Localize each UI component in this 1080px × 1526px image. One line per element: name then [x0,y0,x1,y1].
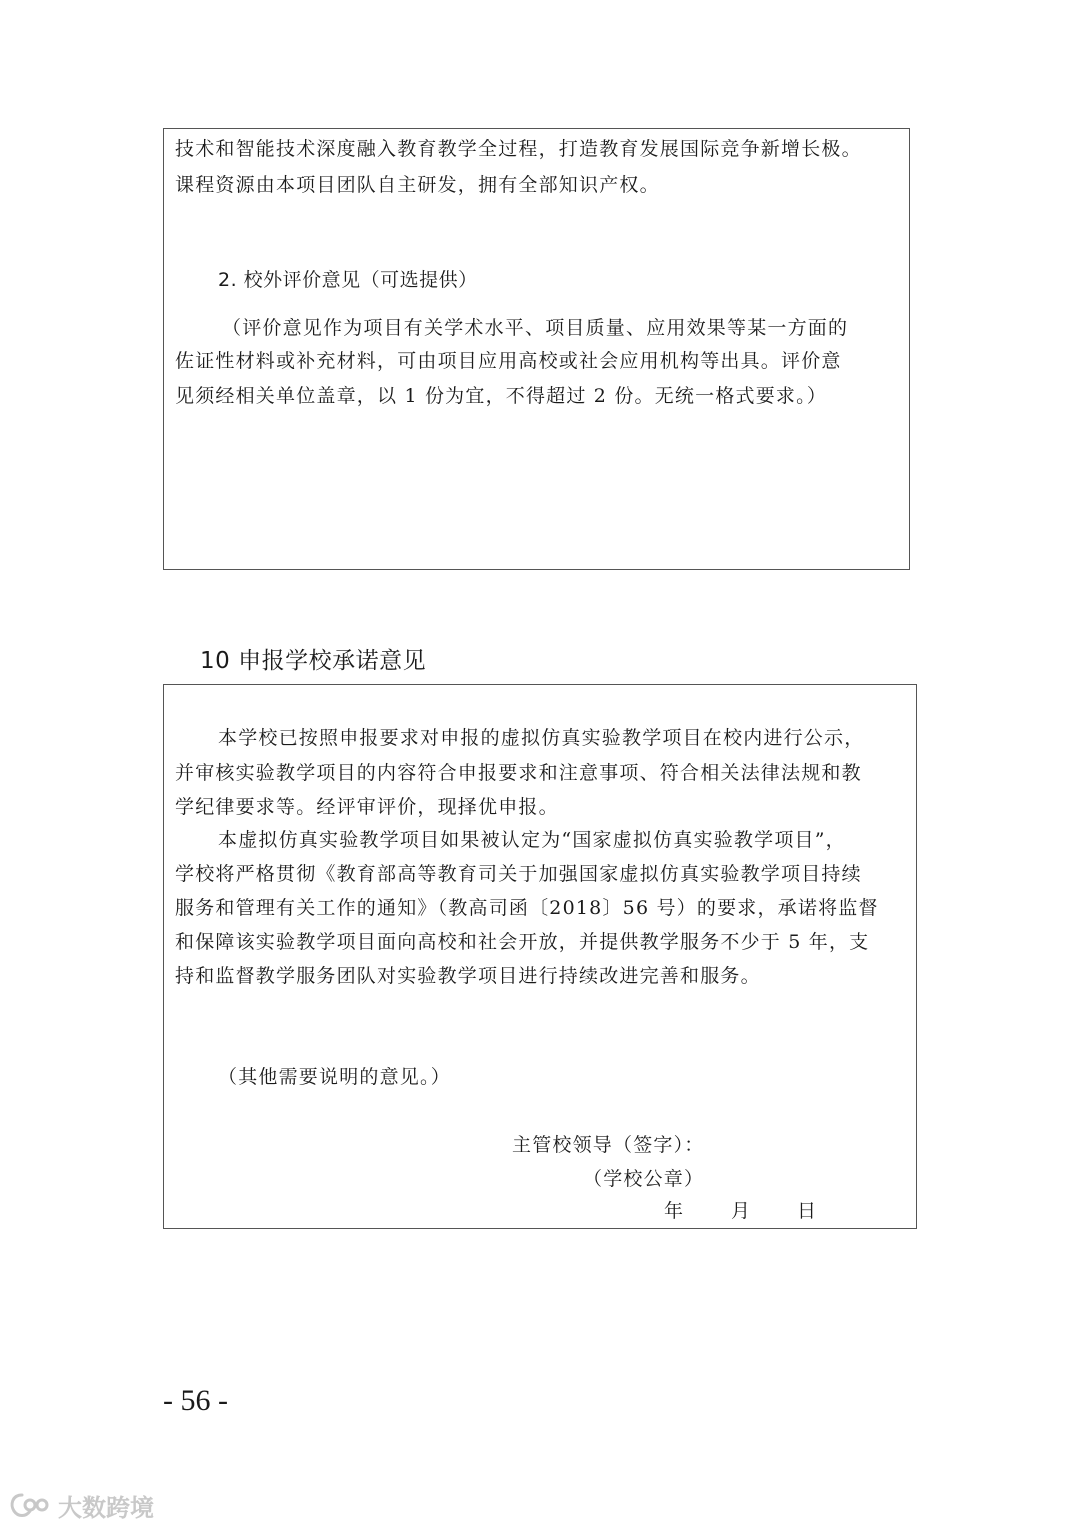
body-text-line: 技术和智能技术深度融入教育教学全过程，打造教育发展国际竞争新增长极。 [175,138,862,160]
body-text-line: 课程资源由本项目团队自主研发，拥有全部知识产权。 [175,174,660,196]
commitment-text-line: 学校将严格贯彻《教育部高等教育司关于加强国家虚拟仿真实验教学项目持续 [175,863,862,885]
external-evaluation-heading: 2. 校外评价意见（可选提供） [218,269,478,291]
commitment-text-line: 本学校已按照申报要求对申报的虚拟仿真实验教学项目在校内进行公示， [218,727,865,749]
seal-label: （学校公章） [583,1168,705,1190]
signature-label: 主管校领导（签字）： [512,1134,705,1156]
section-title: 10 申报学校承诺意见 [200,648,427,674]
commitment-text-line: 并审核实验教学项目的内容符合申报要求和注意事项、符合相关法律法规和教 [175,762,862,784]
note-text-line: 见须经相关单位盖章，以 1 份为宜，不得超过 2 份。无统一格式要求。） [175,385,828,407]
commitment-text-line: 本虚拟仿真实验教学项目如果被认定为“国家虚拟仿真实验教学项目”， [218,829,846,851]
watermark [8,1488,154,1523]
watermark-logo-icon [8,1491,52,1521]
page-number: - 56 - [163,1384,228,1417]
note-text-line: （评价意见作为项目有关学术水平、项目质量、应用效果等某一方面的 [222,317,849,339]
note-text-line: 佐证性材料或补充材料，可由项目应用高校或社会应用机构等出具。评价意 [175,350,842,372]
date-month: 月 [731,1200,752,1222]
date-day: 日 [797,1200,818,1222]
commitment-text-line: 服务和管理有关工作的通知》（教高司函〔2018〕56 号）的要求，承诺将监督 [175,897,879,919]
date-year: 年 [664,1200,685,1222]
watermark-text: 大数跨境 [58,1494,154,1522]
commitment-text-line: 持和监督教学服务团队对实验教学项目进行持续改进完善和服务。 [175,965,761,987]
commitment-text-line: 和保障该实验教学项目面向高校和社会开放，并提供教学服务不少于 5 年，支 [175,931,870,953]
other-note: （其他需要说明的意见。） [218,1066,451,1088]
commitment-text-line: 学纪律要求等。经评审评价，现择优申报。 [175,796,559,818]
